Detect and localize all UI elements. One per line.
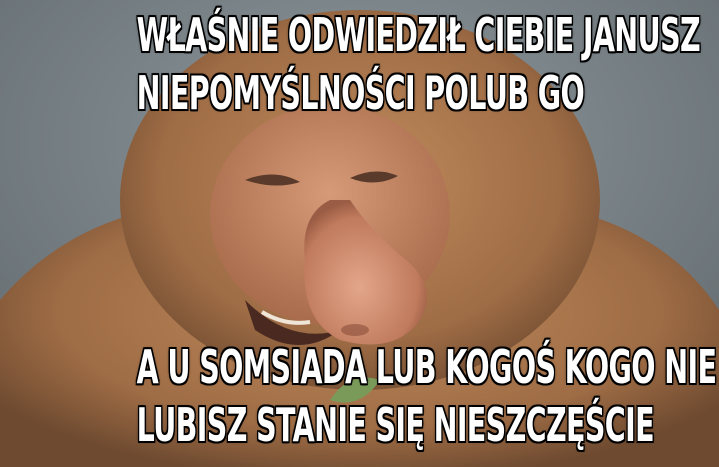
top-caption-line-1: WŁAŚNIE ODWIEDZIŁ CIEBIE JANUSZ [136, 8, 701, 62]
top-caption [136, 6, 701, 122]
bottom-caption-line-2: LUBISZ STANIE SIĘ NIESZCZĘŚCIE [136, 398, 654, 452]
top-caption-line-2: NIEPOMYŚLNOŚCI POLUB GO [136, 66, 585, 120]
nostril [341, 324, 369, 336]
bottom-caption-line-1: A U SOMSIADA LUB KOGOŚ KOGO NIE [136, 340, 717, 394]
bottom-caption [136, 338, 717, 454]
